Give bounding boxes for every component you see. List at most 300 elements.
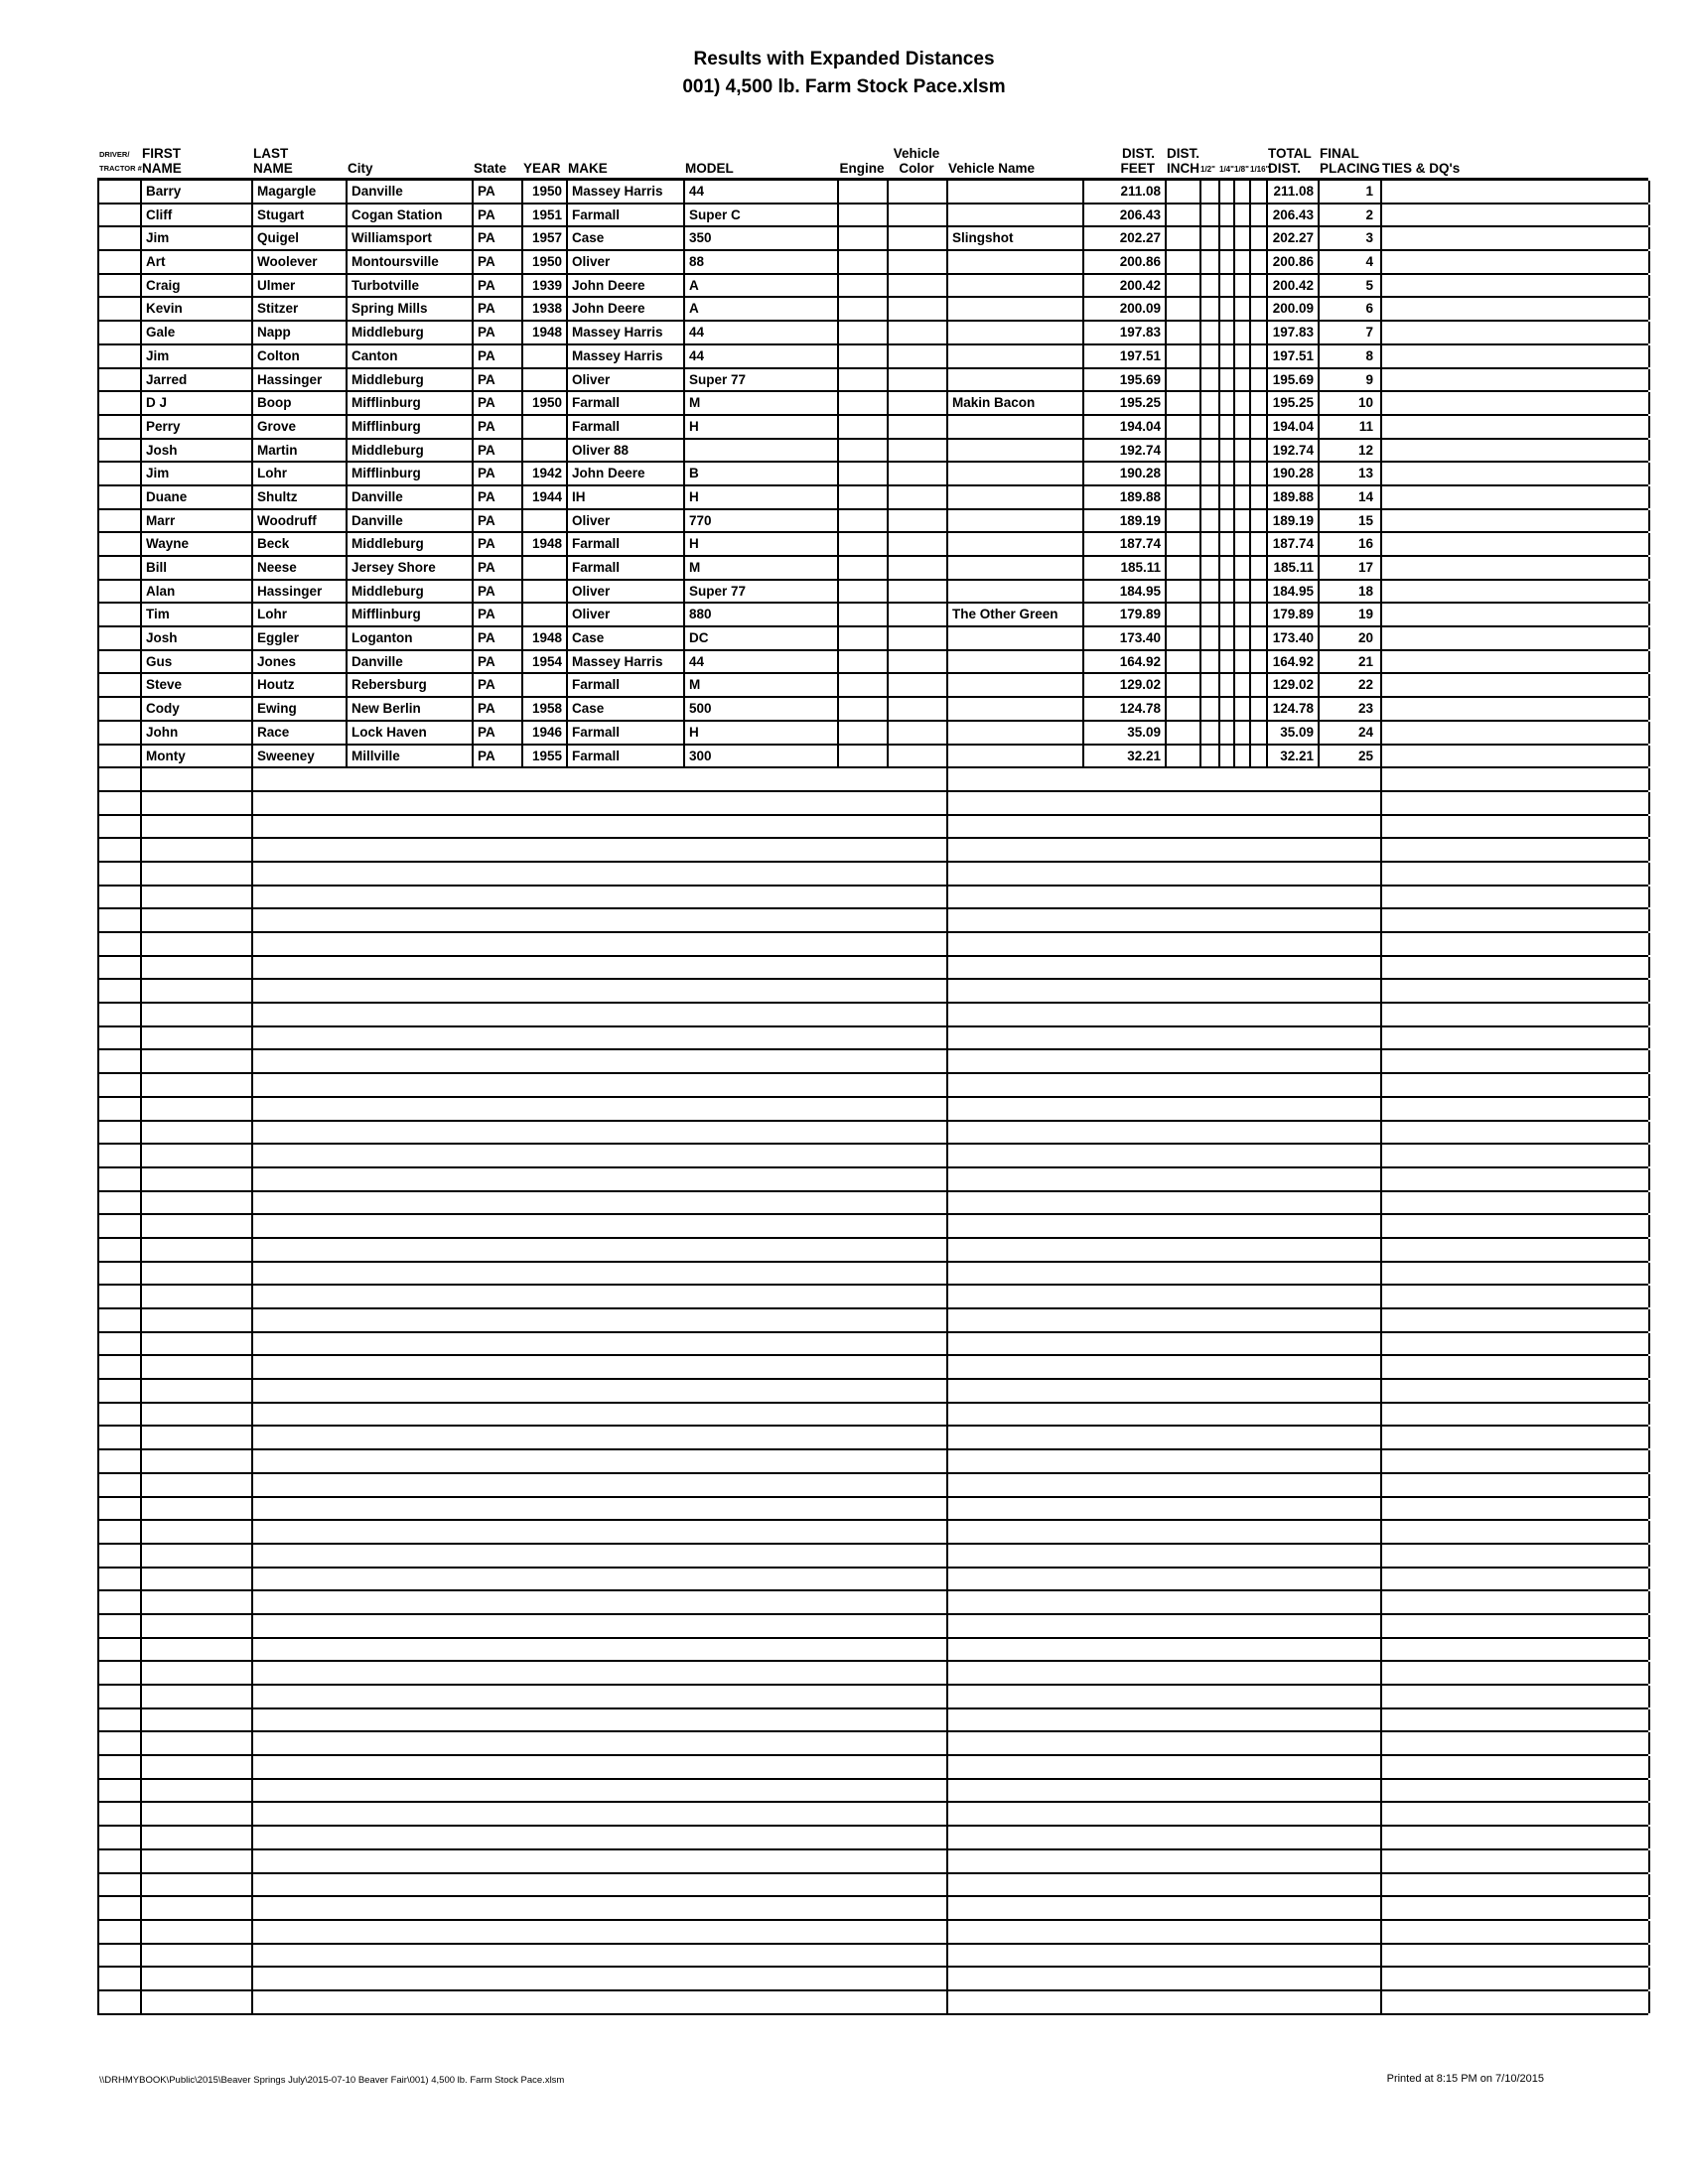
cell-vehicle-color bbox=[889, 674, 948, 696]
blank-cell bbox=[253, 1356, 948, 1378]
cell-year: 1939 bbox=[523, 275, 568, 297]
cell-tractor-number bbox=[99, 440, 142, 462]
blank-cell bbox=[99, 933, 142, 955]
cell-city: Jersey Shore bbox=[348, 557, 474, 579]
cell-dist-feet: 179.89 bbox=[1084, 604, 1167, 625]
cell-quarter-inch bbox=[1220, 322, 1235, 343]
blank-row bbox=[97, 1215, 1648, 1239]
cell-ties-dqs bbox=[1382, 205, 1650, 226]
blank-cell bbox=[99, 957, 142, 979]
blank-cell bbox=[99, 1309, 142, 1331]
blank-cell bbox=[142, 1968, 253, 1989]
cell-first-name: Duane bbox=[142, 486, 253, 508]
blank-cell bbox=[948, 1122, 1382, 1144]
cell-city: Millville bbox=[348, 746, 474, 767]
cell-first-name: Steve bbox=[142, 674, 253, 696]
cell-model: 300 bbox=[685, 746, 839, 767]
cell-eighth-inch bbox=[1235, 604, 1251, 625]
cell-city: Danville bbox=[348, 181, 474, 203]
table-row bbox=[97, 674, 1648, 698]
cell-total-dist: 202.27 bbox=[1268, 227, 1320, 249]
cell-vehicle-name: The Other Green bbox=[948, 604, 1084, 625]
blank-cell bbox=[99, 1427, 142, 1448]
blank-cell bbox=[253, 1991, 948, 2013]
cell-sixteenth-inch bbox=[1251, 746, 1268, 767]
cell-make: Oliver bbox=[568, 251, 685, 273]
blank-cell bbox=[142, 909, 253, 931]
cell-city: Middleburg bbox=[348, 322, 474, 343]
blank-cell bbox=[253, 1662, 948, 1684]
cell-dist-inch bbox=[1167, 322, 1201, 343]
cell-quarter-inch bbox=[1220, 674, 1235, 696]
cell-last-name: Quigel bbox=[253, 227, 348, 249]
blank-cell bbox=[253, 1004, 948, 1025]
blank-cell bbox=[948, 1239, 1382, 1261]
cell-final-placing: 12 bbox=[1320, 440, 1382, 462]
cell-model: H bbox=[685, 416, 839, 438]
cell-engine bbox=[839, 674, 889, 696]
blank-row bbox=[97, 1850, 1648, 1874]
blank-row bbox=[97, 1686, 1648, 1709]
cell-ties-dqs bbox=[1382, 722, 1650, 744]
blank-cell bbox=[142, 1474, 253, 1496]
blank-cell bbox=[253, 1098, 948, 1120]
cell-total-dist: 179.89 bbox=[1268, 604, 1320, 625]
cell-tractor-number bbox=[99, 746, 142, 767]
cell-half-inch bbox=[1201, 698, 1220, 720]
cell-half-inch bbox=[1201, 463, 1220, 484]
cell-dist-feet: 190.28 bbox=[1084, 463, 1167, 484]
cell-final-placing: 21 bbox=[1320, 651, 1382, 673]
blank-row bbox=[97, 1427, 1648, 1450]
cell-eighth-inch bbox=[1235, 298, 1251, 320]
cell-make: Case bbox=[568, 698, 685, 720]
cell-tractor-number bbox=[99, 275, 142, 297]
cell-first-name: John bbox=[142, 722, 253, 744]
blank-cell bbox=[1382, 1756, 1650, 1778]
cell-final-placing: 7 bbox=[1320, 322, 1382, 343]
cell-tractor-number bbox=[99, 463, 142, 484]
cell-first-name: Alan bbox=[142, 581, 253, 603]
blank-cell bbox=[948, 1615, 1382, 1637]
col-header-dist-feet: DIST. FEET bbox=[1120, 146, 1155, 176]
cell-eighth-inch bbox=[1235, 722, 1251, 744]
cell-vehicle-name bbox=[948, 581, 1084, 603]
blank-cell bbox=[1382, 1356, 1650, 1378]
cell-half-inch bbox=[1201, 581, 1220, 603]
blank-cell bbox=[948, 1897, 1382, 1919]
cell-vehicle-color bbox=[889, 345, 948, 367]
blank-cell bbox=[1382, 1780, 1650, 1802]
cell-ties-dqs bbox=[1382, 746, 1650, 767]
cell-ties-dqs bbox=[1382, 581, 1650, 603]
cell-make: IH bbox=[568, 486, 685, 508]
cell-year: 1955 bbox=[523, 746, 568, 767]
cell-vehicle-name bbox=[948, 345, 1084, 367]
blank-cell bbox=[1382, 1639, 1650, 1661]
blank-cell bbox=[1382, 933, 1650, 955]
cell-eighth-inch bbox=[1235, 227, 1251, 249]
blank-cell bbox=[1382, 1591, 1650, 1613]
blank-cell bbox=[1382, 1569, 1650, 1590]
cell-sixteenth-inch bbox=[1251, 275, 1268, 297]
cell-engine bbox=[839, 698, 889, 720]
cell-state: PA bbox=[474, 205, 523, 226]
cell-tractor-number bbox=[99, 227, 142, 249]
cell-ties-dqs bbox=[1382, 463, 1650, 484]
blank-cell bbox=[1382, 1333, 1650, 1355]
cell-last-name: Boop bbox=[253, 392, 348, 414]
blank-cell bbox=[99, 1263, 142, 1285]
col-header-engine: Engine bbox=[839, 161, 885, 176]
cell-vehicle-color bbox=[889, 627, 948, 649]
cell-sixteenth-inch bbox=[1251, 698, 1268, 720]
cell-final-placing: 2 bbox=[1320, 205, 1382, 226]
blank-row bbox=[97, 1545, 1648, 1569]
blank-cell bbox=[142, 1780, 253, 1802]
blank-cell bbox=[253, 1027, 948, 1049]
cell-engine bbox=[839, 463, 889, 484]
cell-tractor-number bbox=[99, 369, 142, 391]
blank-cell bbox=[142, 792, 253, 814]
cell-model: B bbox=[685, 463, 839, 484]
blank-row bbox=[97, 1615, 1648, 1639]
cell-total-dist: 129.02 bbox=[1268, 674, 1320, 696]
cell-city: Spring Mills bbox=[348, 298, 474, 320]
cell-dist-feet: 189.88 bbox=[1084, 486, 1167, 508]
cell-engine bbox=[839, 416, 889, 438]
blank-cell bbox=[99, 1921, 142, 1943]
blank-cell bbox=[99, 1145, 142, 1166]
table-row bbox=[97, 533, 1648, 557]
cell-last-name: Stugart bbox=[253, 205, 348, 226]
blank-row bbox=[97, 1074, 1648, 1098]
cell-sixteenth-inch bbox=[1251, 581, 1268, 603]
cell-tractor-number bbox=[99, 322, 142, 343]
table-row bbox=[97, 627, 1648, 651]
cell-first-name: Josh bbox=[142, 627, 253, 649]
cell-tractor-number bbox=[99, 651, 142, 673]
cell-ties-dqs bbox=[1382, 392, 1650, 414]
blank-cell bbox=[1382, 1874, 1650, 1896]
blank-row bbox=[97, 1286, 1648, 1309]
table-row bbox=[97, 510, 1648, 534]
cell-dist-inch bbox=[1167, 416, 1201, 438]
cell-ties-dqs bbox=[1382, 651, 1650, 673]
cell-make: Massey Harris bbox=[568, 181, 685, 203]
cell-last-name: Beck bbox=[253, 533, 348, 555]
blank-row bbox=[97, 1897, 1648, 1921]
cell-vehicle-name bbox=[948, 251, 1084, 273]
blank-cell bbox=[1382, 816, 1650, 838]
cell-engine bbox=[839, 298, 889, 320]
cell-eighth-inch bbox=[1235, 345, 1251, 367]
cell-state: PA bbox=[474, 746, 523, 767]
report-title: Results with Expanded Distances bbox=[693, 49, 995, 69]
blank-cell bbox=[253, 1639, 948, 1661]
blank-cell bbox=[948, 1521, 1382, 1543]
blank-cell bbox=[1382, 1098, 1650, 1120]
cell-dist-feet: 194.04 bbox=[1084, 416, 1167, 438]
cell-dist-inch bbox=[1167, 604, 1201, 625]
cell-city: Middleburg bbox=[348, 581, 474, 603]
blank-row bbox=[97, 1050, 1648, 1074]
cell-dist-inch bbox=[1167, 205, 1201, 226]
blank-cell bbox=[1382, 1945, 1650, 1967]
blank-cell bbox=[1382, 1498, 1650, 1520]
cell-last-name: Martin bbox=[253, 440, 348, 462]
cell-sixteenth-inch bbox=[1251, 674, 1268, 696]
cell-half-inch bbox=[1201, 345, 1220, 367]
cell-final-placing: 18 bbox=[1320, 581, 1382, 603]
table-row bbox=[97, 440, 1648, 464]
blank-cell bbox=[948, 1545, 1382, 1567]
blank-row bbox=[97, 1945, 1648, 1969]
blank-cell bbox=[253, 1309, 948, 1331]
blank-cell bbox=[253, 1263, 948, 1285]
cell-make: Farmall bbox=[568, 205, 685, 226]
cell-tractor-number bbox=[99, 345, 142, 367]
cell-dist-inch bbox=[1167, 510, 1201, 532]
cell-dist-inch bbox=[1167, 227, 1201, 249]
cell-sixteenth-inch bbox=[1251, 392, 1268, 414]
blank-cell bbox=[1382, 1309, 1650, 1331]
cell-engine bbox=[839, 533, 889, 555]
cell-last-name: Neese bbox=[253, 557, 348, 579]
blank-cell bbox=[1382, 768, 1650, 790]
cell-tractor-number bbox=[99, 205, 142, 226]
cell-vehicle-name: Makin Bacon bbox=[948, 392, 1084, 414]
col-header-half-inch: 1/2" bbox=[1200, 165, 1215, 174]
cell-vehicle-name bbox=[948, 275, 1084, 297]
cell-last-name: Colton bbox=[253, 345, 348, 367]
cell-vehicle-name bbox=[948, 651, 1084, 673]
blank-row bbox=[97, 863, 1648, 887]
blank-cell bbox=[253, 1897, 948, 1919]
cell-quarter-inch bbox=[1220, 227, 1235, 249]
blank-cell bbox=[948, 1639, 1382, 1661]
blank-cell bbox=[1382, 1145, 1650, 1166]
blank-cell bbox=[99, 1098, 142, 1120]
cell-engine bbox=[839, 181, 889, 203]
blank-row bbox=[97, 1921, 1648, 1945]
blank-cell bbox=[948, 1333, 1382, 1355]
cell-engine bbox=[839, 227, 889, 249]
cell-state: PA bbox=[474, 440, 523, 462]
cell-engine bbox=[839, 557, 889, 579]
cell-total-dist: 35.09 bbox=[1268, 722, 1320, 744]
cell-first-name: Jarred bbox=[142, 369, 253, 391]
cell-half-inch bbox=[1201, 604, 1220, 625]
cell-dist-inch bbox=[1167, 627, 1201, 649]
cell-state: PA bbox=[474, 298, 523, 320]
cell-vehicle-color bbox=[889, 722, 948, 744]
cell-year bbox=[523, 440, 568, 462]
cell-city: Danville bbox=[348, 651, 474, 673]
blank-row bbox=[97, 1569, 1648, 1592]
cell-last-name: Sweeney bbox=[253, 746, 348, 767]
cell-engine bbox=[839, 392, 889, 414]
cell-sixteenth-inch bbox=[1251, 227, 1268, 249]
col-header-ties-dqs: TIES & DQ's bbox=[1382, 161, 1461, 176]
blank-cell bbox=[99, 863, 142, 885]
cell-make: Oliver 88 bbox=[568, 440, 685, 462]
blank-row bbox=[97, 1780, 1648, 1804]
cell-vehicle-color bbox=[889, 651, 948, 673]
blank-cell bbox=[99, 1498, 142, 1520]
blank-cell bbox=[99, 1803, 142, 1825]
cell-dist-feet: 124.78 bbox=[1084, 698, 1167, 720]
blank-cell bbox=[99, 1591, 142, 1613]
cell-year bbox=[523, 369, 568, 391]
cell-model: M bbox=[685, 392, 839, 414]
cell-state: PA bbox=[474, 510, 523, 532]
cell-final-placing: 22 bbox=[1320, 674, 1382, 696]
cell-engine bbox=[839, 651, 889, 673]
cell-year bbox=[523, 604, 568, 625]
blank-cell bbox=[142, 1404, 253, 1426]
blank-cell bbox=[948, 1756, 1382, 1778]
blank-cell bbox=[253, 1615, 948, 1637]
blank-cell bbox=[253, 1521, 948, 1543]
cell-vehicle-name bbox=[948, 557, 1084, 579]
blank-row bbox=[97, 980, 1648, 1004]
blank-cell bbox=[1382, 1168, 1650, 1190]
blank-cell bbox=[948, 1991, 1382, 2013]
cell-model: H bbox=[685, 722, 839, 744]
blank-cell bbox=[948, 1145, 1382, 1166]
cell-year bbox=[523, 581, 568, 603]
cell-half-inch bbox=[1201, 486, 1220, 508]
blank-cell bbox=[948, 1404, 1382, 1426]
cell-make: Oliver bbox=[568, 510, 685, 532]
cell-city: Danville bbox=[348, 486, 474, 508]
blank-cell bbox=[1382, 1615, 1650, 1637]
blank-cell bbox=[142, 1498, 253, 1520]
blank-cell bbox=[253, 1404, 948, 1426]
table-body bbox=[97, 181, 1648, 768]
blank-cell bbox=[142, 1309, 253, 1331]
cell-vehicle-name bbox=[948, 486, 1084, 508]
blank-cell bbox=[142, 1098, 253, 1120]
cell-ties-dqs bbox=[1382, 345, 1650, 367]
cell-vehicle-name bbox=[948, 746, 1084, 767]
cell-vehicle-color bbox=[889, 463, 948, 484]
cell-state: PA bbox=[474, 557, 523, 579]
cell-ties-dqs bbox=[1382, 674, 1650, 696]
cell-total-dist: 200.09 bbox=[1268, 298, 1320, 320]
cell-city: Loganton bbox=[348, 627, 474, 649]
blank-cell bbox=[253, 1686, 948, 1707]
blank-cell bbox=[948, 1427, 1382, 1448]
blank-row bbox=[97, 1639, 1648, 1663]
cell-engine bbox=[839, 275, 889, 297]
blank-cell bbox=[948, 1569, 1382, 1590]
cell-year: 1946 bbox=[523, 722, 568, 744]
cell-state: PA bbox=[474, 533, 523, 555]
cell-engine bbox=[839, 581, 889, 603]
cell-tractor-number bbox=[99, 181, 142, 203]
blank-cell bbox=[1382, 1427, 1650, 1448]
cell-ties-dqs bbox=[1382, 298, 1650, 320]
blank-cell bbox=[1382, 1850, 1650, 1872]
cell-vehicle-color bbox=[889, 298, 948, 320]
blank-cell bbox=[142, 1991, 253, 2013]
cell-model: DC bbox=[685, 627, 839, 649]
cell-final-placing: 5 bbox=[1320, 275, 1382, 297]
cell-quarter-inch bbox=[1220, 746, 1235, 767]
blank-cell bbox=[99, 1050, 142, 1072]
cell-half-inch bbox=[1201, 557, 1220, 579]
blank-cell bbox=[1382, 957, 1650, 979]
cell-make: Farmall bbox=[568, 392, 685, 414]
cell-model: 44 bbox=[685, 345, 839, 367]
blank-cell bbox=[99, 1474, 142, 1496]
blank-row bbox=[97, 839, 1648, 863]
table-row bbox=[97, 181, 1648, 205]
blank-cell bbox=[948, 816, 1382, 838]
cell-vehicle-name bbox=[948, 463, 1084, 484]
blank-cell bbox=[142, 1215, 253, 1237]
cell-total-dist: 200.42 bbox=[1268, 275, 1320, 297]
blank-cell bbox=[253, 1827, 948, 1848]
cell-make: Oliver bbox=[568, 581, 685, 603]
cell-dist-feet: 184.95 bbox=[1084, 581, 1167, 603]
blank-cell bbox=[142, 1921, 253, 1943]
cell-total-dist: 194.04 bbox=[1268, 416, 1320, 438]
cell-half-inch bbox=[1201, 627, 1220, 649]
blank-cell bbox=[253, 1569, 948, 1590]
table-row bbox=[97, 416, 1648, 440]
cell-dist-feet: 195.25 bbox=[1084, 392, 1167, 414]
cell-total-dist: 200.86 bbox=[1268, 251, 1320, 273]
cell-vehicle-color bbox=[889, 205, 948, 226]
cell-dist-inch bbox=[1167, 275, 1201, 297]
cell-ties-dqs bbox=[1382, 533, 1650, 555]
blank-row bbox=[97, 1356, 1648, 1380]
cell-vehicle-color bbox=[889, 533, 948, 555]
cell-ties-dqs bbox=[1382, 416, 1650, 438]
blank-cell bbox=[142, 1168, 253, 1190]
blank-cell bbox=[99, 1404, 142, 1426]
blank-row bbox=[97, 1991, 1648, 2015]
blank-cell bbox=[1382, 1991, 1650, 2013]
cell-total-dist: 189.88 bbox=[1268, 486, 1320, 508]
cell-last-name: Ewing bbox=[253, 698, 348, 720]
footer-printed-at: Printed at 8:15 PM on 7/10/2015 bbox=[1386, 2073, 1544, 2085]
blank-cell bbox=[253, 1239, 948, 1261]
col-header-state: State bbox=[474, 161, 507, 176]
cell-ties-dqs bbox=[1382, 627, 1650, 649]
blank-cell bbox=[142, 1027, 253, 1049]
cell-last-name: Hassinger bbox=[253, 369, 348, 391]
cell-model: A bbox=[685, 275, 839, 297]
cell-half-inch bbox=[1201, 298, 1220, 320]
cell-half-inch bbox=[1201, 440, 1220, 462]
blank-cell bbox=[1382, 1474, 1650, 1496]
blank-cell bbox=[99, 1333, 142, 1355]
cell-quarter-inch bbox=[1220, 440, 1235, 462]
cell-make: Case bbox=[568, 627, 685, 649]
blank-cell bbox=[99, 909, 142, 931]
blank-cell bbox=[253, 863, 948, 885]
blank-cell bbox=[253, 1192, 948, 1214]
cell-state: PA bbox=[474, 486, 523, 508]
cell-model: Super C bbox=[685, 205, 839, 226]
cell-vehicle-color bbox=[889, 369, 948, 391]
cell-last-name: Napp bbox=[253, 322, 348, 343]
cell-year bbox=[523, 674, 568, 696]
